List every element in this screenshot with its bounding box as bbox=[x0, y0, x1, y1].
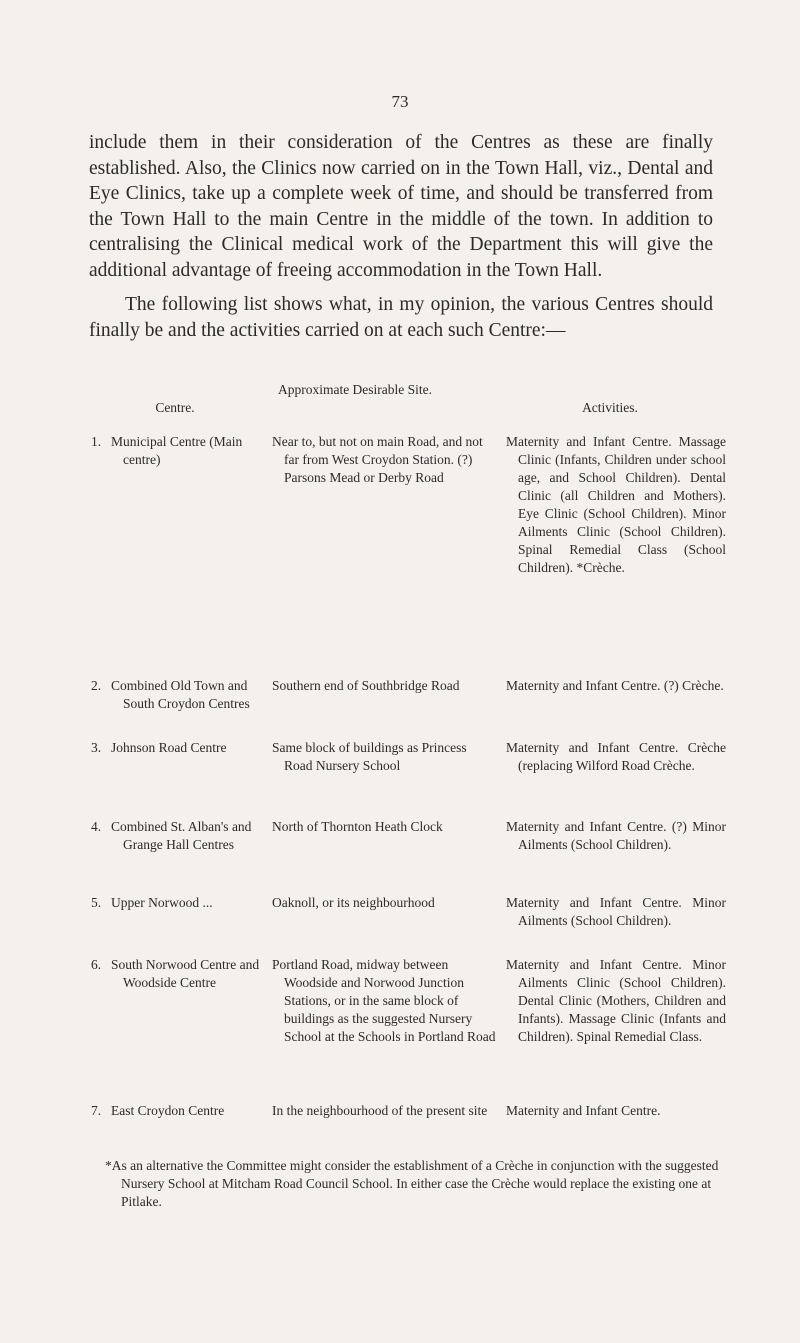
centre-name: Municipal Centre (Main centre) bbox=[111, 434, 243, 467]
site-description: Oaknoll, or its neighbourhood bbox=[272, 895, 435, 910]
row-number: 6. bbox=[91, 957, 102, 972]
row-number: 2. bbox=[91, 678, 102, 693]
centre-name: Johnson Road Centre bbox=[111, 740, 227, 755]
activities-description: Maternity and Infant Centre. Crèche (replacing Wilford Road Crèche. bbox=[506, 740, 726, 773]
activities-description: Maternity and Infant Centre. Minor Ailments (School Children). bbox=[506, 895, 726, 928]
site-description: Near to, but not on main Road, and not far from West Croydon Station. (?) Parsons Mead or Derby Road bbox=[272, 434, 483, 485]
site-description: Portland Road, midway between Woodside and Norwood Junction Stations, or in the same block of buildings as the suggested Nursery School at the Schools in Portland Road bbox=[272, 957, 496, 1044]
site-description: Same block of buildings as Princess Road Nursery School bbox=[272, 740, 467, 773]
activities-description: Maternity and Infant Centre. bbox=[506, 1103, 661, 1118]
row-number: 3. bbox=[91, 740, 102, 755]
page-number: 73 bbox=[391, 92, 409, 111]
row-number: 5. bbox=[91, 895, 102, 910]
activities-description: Maternity and Infant Centre. Massage Clinic (Infants, Children under school age, and School Children). Dental Clinic (all Children and Mothers). Eye Clinic (School Children). Minor Ailments Clinic (School Children). Spinal Remedial Class (School Children). *Crèche. bbox=[506, 434, 726, 575]
centre-name: East Croydon Centre bbox=[111, 1103, 225, 1118]
column-header-site: Approximate Desirable Site. bbox=[277, 382, 433, 397]
column-header-activities: Activities. bbox=[582, 400, 638, 415]
row-number: 7. bbox=[91, 1103, 102, 1118]
intro-paragraph: The following list shows what, in my opinion, the various Centres should finally be and the activities carried on at each such Centre:— bbox=[89, 294, 713, 341]
activities-description: Maternity and Infant Centre. (?) Minor Ailments (School Children). bbox=[506, 819, 726, 852]
site-description: In the neighbourhood of the present site bbox=[272, 1103, 488, 1118]
activities-description: Maternity and Infant Centre. Minor Ailments Clinic (School Children). Dental Clinic (Mothers, Children and Infants). Massage Clinic (Infants and Children). Spinal Remedial Class. bbox=[506, 957, 726, 1044]
activities-description: Maternity and Infant Centre. (?) Crèche. bbox=[506, 678, 724, 693]
column-header-centre: Centre. bbox=[155, 400, 195, 415]
body-paragraph: include them in their consideration of the Centres as these are finally established. Also, the Clinics now carried on in the Town Hall, viz., Dental and Eye Clinics, take up a complete week of time, and should be transferred from the Town Hall to the main Centre in the middle of the town. In addition to centralising the Clinical medical work of the Department this will give the additional advantage of freeing accommodation in the Town Hall. bbox=[89, 132, 713, 281]
site-description: Southern end of Southbridge Road bbox=[272, 678, 460, 693]
centre-name: South Norwood Centre and Woodside Centre bbox=[111, 957, 260, 990]
site-description: North of Thornton Heath Clock bbox=[272, 819, 443, 834]
centre-name: Combined St. Alban's and Grange Hall Centres bbox=[111, 819, 252, 852]
centre-name: Upper Norwood ... bbox=[111, 895, 213, 910]
row-number: 4. bbox=[91, 819, 102, 834]
footnote: *As an alternative the Committee might consider the establishment of a Crèche in conjunction with the suggested Nursery School at Mitcham Road Council School. In either case the Crèche would replace the existing one at Pitlake. bbox=[105, 1158, 719, 1209]
centre-name: Combined Old Town and South Croydon Centres bbox=[111, 678, 250, 711]
row-number: 1. bbox=[91, 434, 102, 449]
